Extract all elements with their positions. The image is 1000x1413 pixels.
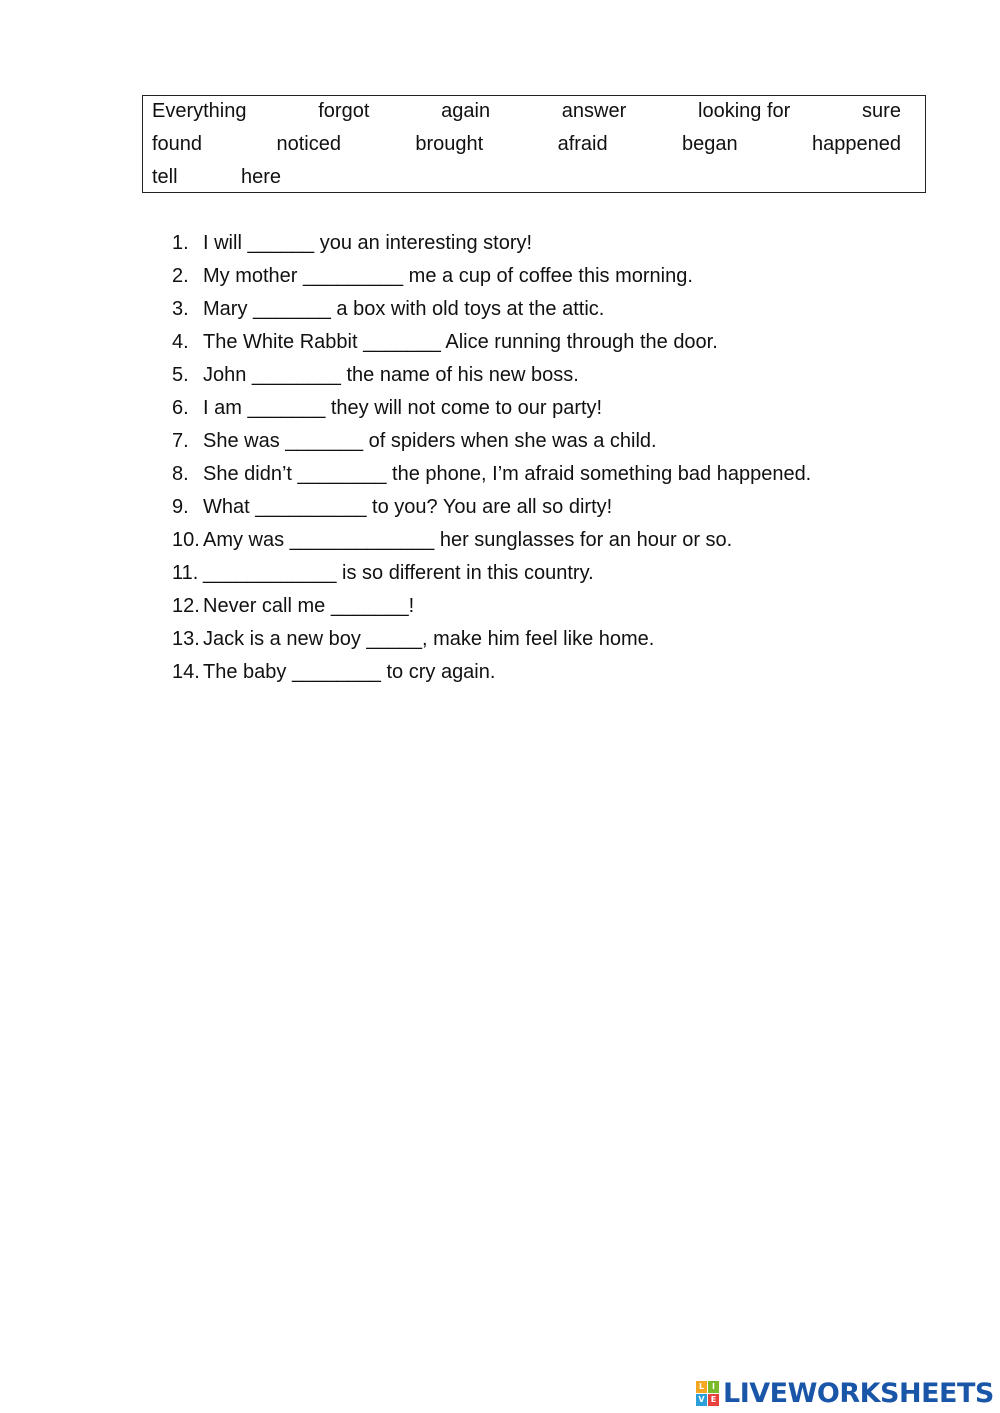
word-bank-row-3 (152, 162, 901, 192)
word-bank-word: happened (812, 133, 901, 155)
question-number: 8. (172, 463, 189, 485)
question-number: 11. (172, 562, 199, 584)
word-bank-word: sure (862, 100, 901, 122)
question-text: ____________ is so different in this country. (203, 562, 594, 584)
question-text: I am _______ they will not come to our party! (203, 397, 603, 419)
question-number: 7. (172, 430, 189, 452)
question-text: The baby ________ to cry again. (203, 661, 496, 683)
question-number: 1. (172, 232, 189, 254)
question-number: 14. (172, 661, 200, 683)
question-number: 9. (172, 496, 189, 518)
liveworksheets-brand (696, 1376, 994, 1412)
question-text: Jack is a new boy _____, make him feel like home. (203, 628, 655, 650)
word-bank-word: afraid (557, 133, 608, 155)
question-number: 6. (172, 397, 189, 419)
word-bank-word: looking for (698, 100, 791, 122)
question-number: 12. (172, 595, 200, 617)
logo-letter-block: E (708, 1394, 719, 1406)
question-text: Mary _______ a box with old toys at the attic. (203, 298, 605, 320)
question-text: She didn’t ________ the phone, I’m afraid something bad happened. (203, 463, 812, 485)
question-text: Never call me _______! (203, 595, 415, 617)
word-bank-word: Everything (152, 100, 247, 122)
question-text: What __________ to you? You are all so dirty! (203, 496, 613, 518)
question-text: The White Rabbit _______ Alice running through the door. (203, 331, 718, 353)
word-bank-word: began (682, 133, 738, 155)
word-bank-word: here (241, 166, 282, 188)
logo-letter-block: L (696, 1381, 707, 1393)
question-text: I will ______ you an interesting story! (203, 232, 533, 254)
word-bank-word: tell (152, 166, 178, 188)
liveworksheets-logo-icon (696, 1381, 720, 1407)
question-text: John ________ the name of his new boss. (203, 364, 579, 386)
question-text: My mother _________ me a cup of coffee this morning. (203, 265, 693, 287)
question-number: 2. (172, 265, 189, 287)
word-bank-row-1 (152, 96, 901, 126)
word-bank-word: again (441, 100, 491, 122)
question-number: 10. (172, 529, 200, 551)
word-bank-word: answer (561, 100, 627, 122)
word-bank-word: brought (415, 133, 484, 155)
word-bank-word: noticed (276, 133, 341, 155)
question-number: 4. (172, 331, 189, 353)
question-number: 3. (172, 298, 189, 320)
word-bank-word: found (152, 133, 203, 155)
logo-letter-block: V (696, 1394, 707, 1406)
word-bank-row-2 (152, 129, 901, 159)
question-number: 13. (172, 628, 200, 650)
question-text: Amy was _____________ her sunglasses for an hour or so. (203, 529, 733, 551)
word-bank-word: forgot (318, 100, 370, 122)
word-bank-box (142, 95, 926, 193)
logo-letter-block: I (708, 1381, 719, 1393)
liveworksheets-wordmark: LIVEWORKSHEETS (723, 1378, 994, 1409)
question-text: She was _______ of spiders when she was a child. (203, 430, 657, 452)
question-number: 5. (172, 364, 189, 386)
